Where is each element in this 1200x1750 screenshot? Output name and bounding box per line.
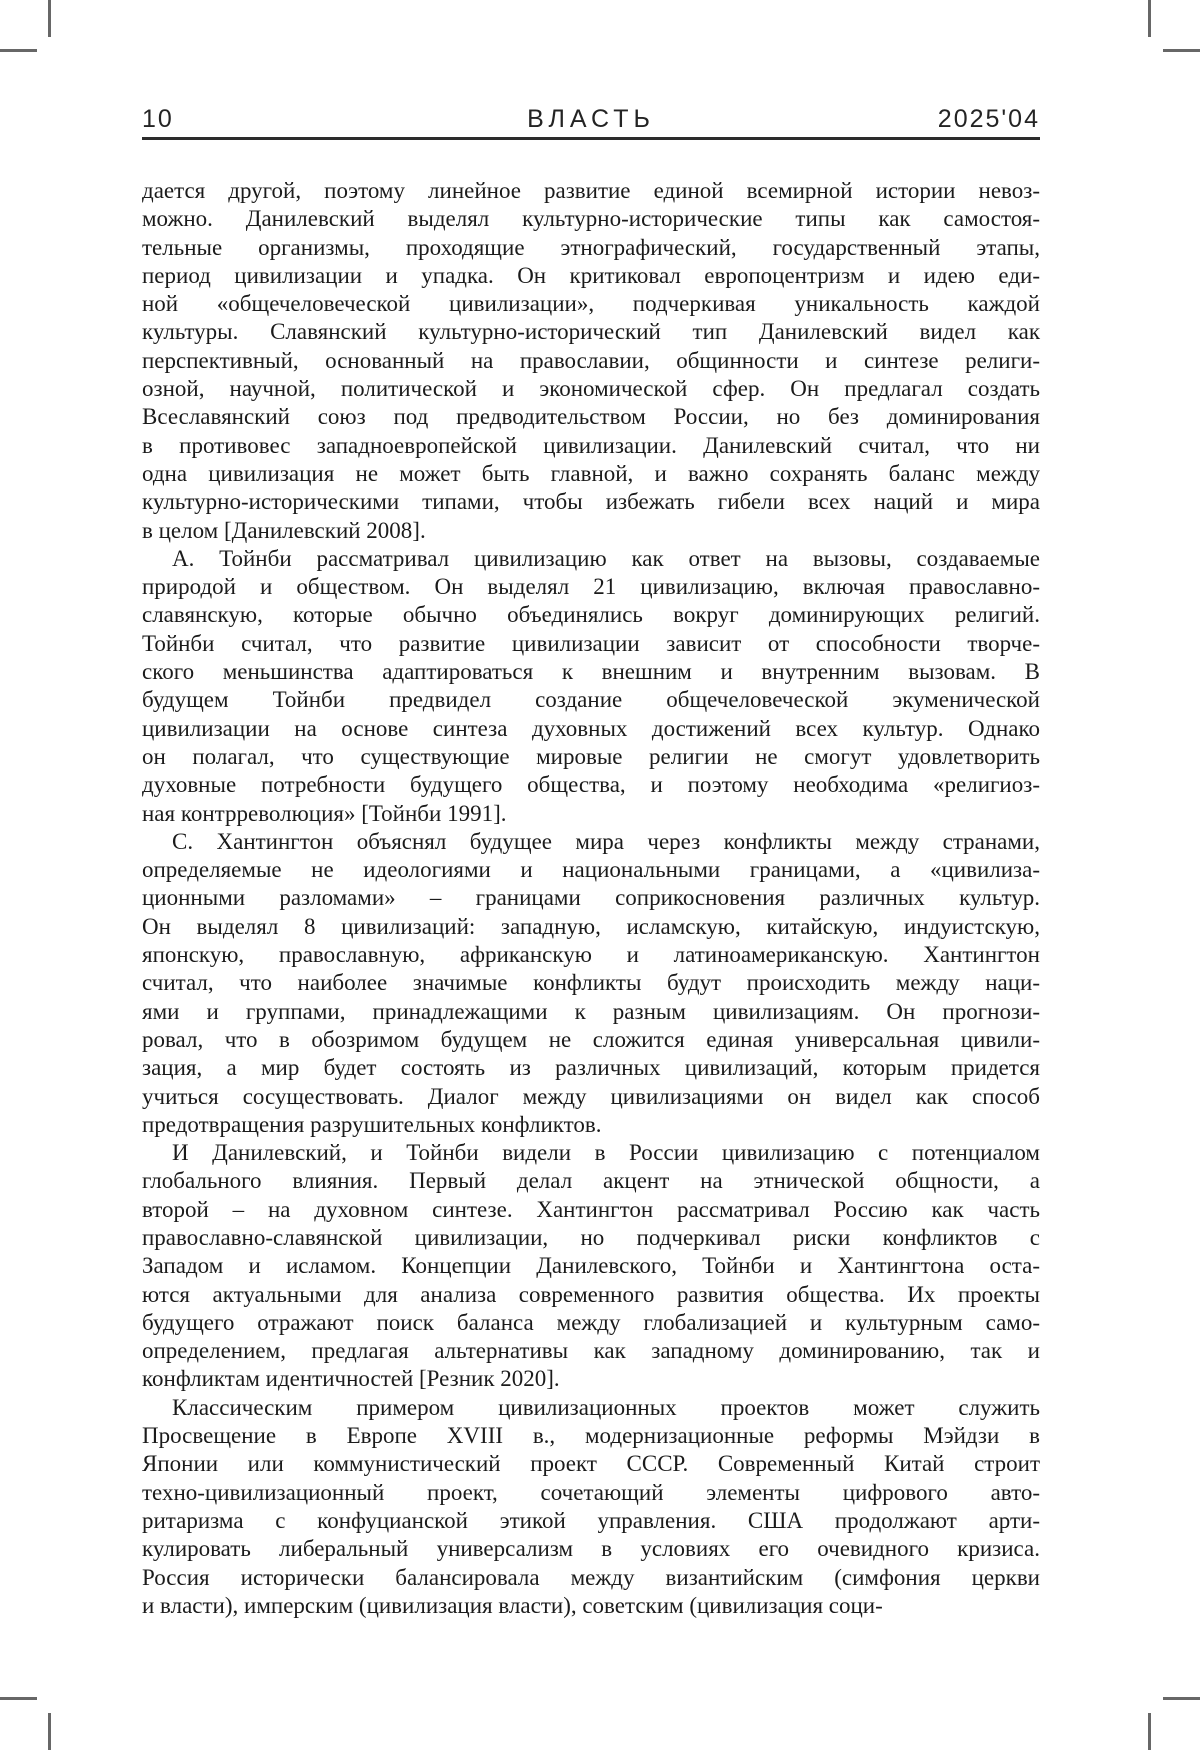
- text-line: тельные организмы, проходящие этнографический, государственный этапы,: [142, 234, 1040, 260]
- text-line: в целом [Данилевский 2008].: [142, 517, 426, 543]
- text-line: считал, что наиболее значимые конфликты будут происходить между наци-: [142, 970, 1040, 996]
- text-line: ритаризма с конфуцианской этикой управления. США продолжают арти-: [142, 1507, 1040, 1533]
- journal-title: ВЛАСТЬ: [527, 105, 655, 133]
- text-line: будущего отражают поиск баланса между глобализацией и культурным само-: [142, 1309, 1040, 1335]
- text-line: И Данилевский, и Тойнби видели в России цивилизацию с потенциалом: [172, 1140, 1040, 1166]
- text-line: культуры. Славянский культурно-исторический тип Данилевский видел как: [142, 319, 1040, 345]
- text-line: определяемые не идеологиями и национальными границами, а «цивилиза-: [142, 857, 1040, 883]
- text-line: Классическим примером цивилизационных проектов может служить: [172, 1394, 1040, 1420]
- text-line: Японии или коммунистический проект СССР. Современный Китай строит: [142, 1451, 1040, 1477]
- text-line: дается другой, поэтому линейное развитие единой всемирной истории невоз-: [142, 178, 1040, 203]
- crop-mark-bottom-left-vertical: [48, 1713, 51, 1750]
- text-line: глобального влияния. Первый делал акцент на этнической общности, а: [142, 1168, 1040, 1194]
- crop-mark-top-right-vertical: [1148, 0, 1151, 37]
- page-number: 10: [142, 105, 174, 133]
- running-header: [142, 105, 1040, 137]
- text-line: ровал, что в обозримом будущем не сложится единая универсальная цивили-: [142, 1026, 1040, 1052]
- text-line: А. Тойнби рассматривал цивилизацию как ответ на вызовы, создаваемые: [172, 545, 1040, 571]
- text-line: ная контрреволюция» [Тойнби 1991].: [142, 800, 507, 826]
- article-body: [142, 177, 1040, 1620]
- text-line: Россия исторически балансировала между византийским (симфония церкви: [142, 1564, 1040, 1590]
- text-line: и власти), имперским (цивилизация власти), советским (цивилизация соци-: [142, 1592, 883, 1618]
- text-line: японскую, православную, африканскую и латиноамериканскую. Хантингтон: [142, 942, 1040, 968]
- text-line: ского меньшинства адаптироваться к внешним и внутренним вызовам. В: [142, 659, 1040, 685]
- text-line: кулировать либеральный универсализм в условиях его очевидного кризиса.: [142, 1536, 1040, 1562]
- text-line: С. Хантингтон объяснял будущее мира через конфликты между странами,: [172, 828, 1040, 854]
- text-line: второй – на духовном синтезе. Хантингтон рассматривал Россию как часть: [142, 1196, 1040, 1222]
- text-line: природой и обществом. Он выделял 21 цивилизацию, включая православно-: [142, 574, 1040, 600]
- text-line: ями и группами, принадлежащими к разным цивилизациям. Он прогнози-: [142, 998, 1040, 1024]
- crop-mark-bottom-left-horizontal: [0, 1697, 37, 1700]
- text-line: православно-славянской цивилизации, но подчеркивал риски конфликтов с: [142, 1224, 1040, 1250]
- text-line: ной «общечеловеческой цивилизации», подчеркивая уникальность каждой: [142, 291, 1040, 317]
- crop-mark-bottom-right-horizontal: [1163, 1697, 1200, 1700]
- text-line: одна цивилизация не может быть главной, и важно сохранять баланс между: [142, 460, 1040, 486]
- text-line: в противовес западноевропейской цивилизации. Данилевский считал, что ни: [142, 432, 1040, 458]
- text-line: будущем Тойнби предвидел создание общечеловеческой экуменической: [142, 687, 1040, 713]
- crop-mark-top-left-horizontal: [0, 49, 37, 52]
- text-line: славянскую, которые обычно объединялись вокруг доминирующих религий.: [142, 602, 1040, 628]
- text-line: духовные потребности будущего общества, и поэтому необходима «религиоз-: [142, 772, 1040, 798]
- text-line: техно-цивилизационный проект, сочетающий элементы цифрового авто-: [142, 1479, 1040, 1505]
- text-line: культурно-историческими типами, чтобы избежать гибели всех наций и мира: [142, 489, 1040, 515]
- text-line: ются актуальными для анализа современного развития общества. Их проекты: [142, 1281, 1040, 1307]
- crop-mark-bottom-right-vertical: [1148, 1713, 1151, 1750]
- header-rule: [142, 137, 1040, 140]
- text-line: ционными разломами» – границами соприкосновения различных культур.: [142, 885, 1040, 911]
- issue-number: 2025'04: [937, 105, 1040, 133]
- text-line: Западом и исламом. Концепции Данилевского, Тойнби и Хантингтона оста-: [142, 1253, 1040, 1279]
- text-line: Тойнби считал, что развитие цивилизации зависит от способности творче-: [142, 630, 1040, 656]
- text-line: озной, научной, политической и экономической сфер. Он предлагал создать: [142, 376, 1040, 402]
- text-line: определением, предлагая альтернативы как западному доминированию, так и: [142, 1338, 1040, 1364]
- text-line: он полагал, что существующие мировые религии не смогут удовлетворить: [142, 743, 1040, 769]
- text-line: Просвещение в Европе XVIII в., модернизационные реформы Мэйдзи в: [142, 1423, 1040, 1449]
- crop-mark-top-right-horizontal: [1163, 49, 1200, 52]
- text-line: конфликтам идентичностей [Резник 2020].: [142, 1366, 560, 1392]
- text-line: предотвращения разрушительных конфликтов.: [142, 1111, 602, 1137]
- text-line: зация, а мир будет состоять из различных цивилизаций, которым придется: [142, 1055, 1040, 1081]
- text-line: можно. Данилевский выделял культурно-исторические типы как самостоя-: [142, 206, 1040, 232]
- crop-mark-top-left-vertical: [48, 0, 51, 37]
- text-line: Всеславянский союз под предводительством России, но без доминирования: [142, 404, 1040, 430]
- text-line: перспективный, основанный на православии, общинности и синтезе религи-: [142, 347, 1040, 373]
- text-line: цивилизации на основе синтеза духовных достижений всех культур. Однако: [142, 715, 1040, 741]
- text-line: Он выделял 8 цивилизаций: западную, исламскую, китайскую, индуистскую,: [142, 913, 1040, 939]
- text-line: период цивилизации и упадка. Он критиковал европоцентризм и идею еди-: [142, 262, 1040, 288]
- text-line: учиться сосуществовать. Диалог между цивилизациями он видел как способ: [142, 1083, 1040, 1109]
